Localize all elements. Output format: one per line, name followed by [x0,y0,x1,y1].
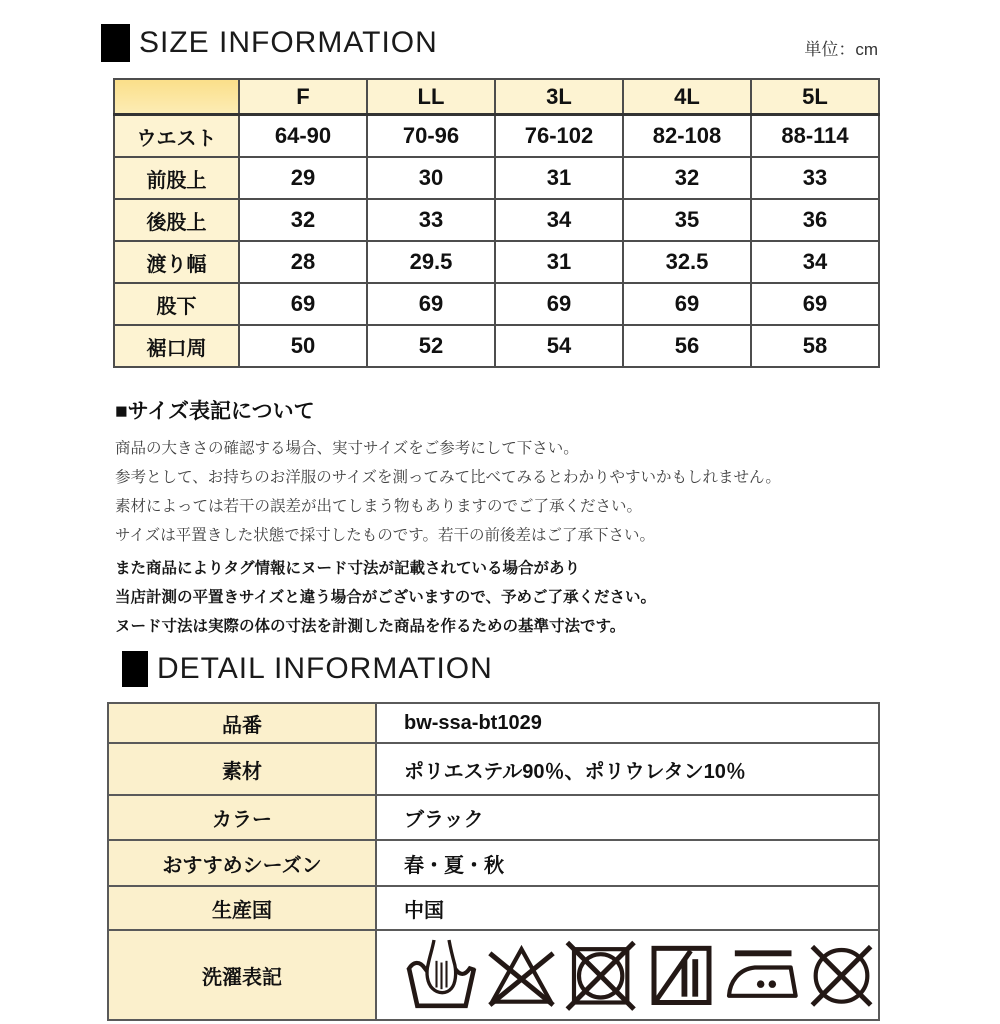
unit-label: 単位：cm [804,40,878,59]
row-label: 股下 [114,283,239,325]
detail-label: カラー [108,795,376,840]
size-cell: 29 [239,157,367,199]
size-section-header [101,24,438,62]
size-cell: 52 [367,325,495,367]
table-row [108,886,879,930]
note-paragraph [115,434,887,550]
table-row [108,840,879,886]
detail-value: 春・夏・秋 [376,840,879,886]
row-label: ウエスト [114,115,239,158]
size-cell: 34 [495,199,623,241]
drip-dry-in-shade-icon [644,935,719,1015]
size-cell: 76-102 [495,115,623,158]
size-cell: 70-96 [367,115,495,158]
table-row [114,325,879,367]
table-row [108,743,879,795]
size-table-corner-cell [114,79,239,115]
column-header: 4L [623,79,751,115]
size-cell: 35 [623,199,751,241]
size-table-header-row [114,79,879,115]
detail-value: bw-ssa-bt1029 [376,703,879,743]
size-section-title: SIZE INFORMATION [139,26,438,59]
note-line: 素材によっては若干の誤差が出てしまう物もありますのでご了承ください。 [115,498,643,515]
care-icons-row [404,935,878,1015]
size-cell: 88-114 [751,115,879,158]
size-cell: 69 [751,283,879,325]
size-cell: 54 [495,325,623,367]
table-row [114,283,879,325]
note-line: 参考として、お持ちのお洋服のサイズを測ってみて比べてみるとわかりやすいかもしれません。 [115,469,781,486]
size-cell: 56 [623,325,751,367]
detail-label: 素材 [108,743,376,795]
note-paragraph-bold [115,554,887,641]
row-label: 後股上 [114,199,239,241]
do-not-bleach-icon [484,935,559,1015]
column-header: F [239,79,367,115]
title-square-icon [101,24,130,62]
table-row [114,157,879,199]
size-cell: 69 [495,283,623,325]
detail-value: ポリエステル90％、ポリウレタン10％ [376,743,879,795]
table-row [114,115,879,158]
note-line: また商品によりタグ情報にヌード寸法が記載されている場合があり [115,560,581,577]
size-cell: 34 [751,241,879,283]
detail-value: ブラック [376,795,879,840]
detail-section-title: DETAIL INFORMATION [157,652,493,685]
detail-table [107,702,880,1021]
size-cell: 50 [239,325,367,367]
size-cell: 33 [751,157,879,199]
size-cell: 69 [367,283,495,325]
size-cell: 32 [239,199,367,241]
size-cell: 64-90 [239,115,367,158]
size-cell: 32 [623,157,751,199]
hand-wash-icon [404,935,479,1015]
size-cell: 29.5 [367,241,495,283]
care-icons-cell [376,930,879,1020]
table-row [108,930,879,1020]
size-header-row [101,24,878,62]
size-cell: 28 [239,241,367,283]
note-line: サイズは平置きした状態で採寸したものです。若干の前後差はご了承下さい。 [115,527,656,544]
detail-label: おすすめシーズン [108,840,376,886]
table-row [114,199,879,241]
do-not-dry-clean-icon [804,935,879,1015]
title-square-icon [122,651,148,687]
table-row [114,241,879,283]
size-cell: 69 [623,283,751,325]
table-row [108,795,879,840]
detail-value: 中国 [376,886,879,930]
table-row [108,703,879,743]
size-cell: 31 [495,157,623,199]
column-header: 3L [495,79,623,115]
detail-label: 生産国 [108,886,376,930]
column-header: LL [367,79,495,115]
detail-section-header [122,651,1000,687]
iron-medium-icon [724,935,799,1015]
size-cell: 36 [751,199,879,241]
size-cell: 69 [239,283,367,325]
size-cell: 31 [495,241,623,283]
note-line: 当店計測の平置きサイズと違う場合がございますので、予めご了承ください。 [115,589,656,606]
do-not-tumble-dry-icon [564,935,639,1015]
detail-label: 品番 [108,703,376,743]
size-cell: 82-108 [623,115,751,158]
size-cell: 58 [751,325,879,367]
size-cell: 33 [367,199,495,241]
note-heading: ■サイズ表記について [115,400,315,423]
size-note-section [115,395,887,641]
size-cell: 32.5 [623,241,751,283]
size-table [113,78,880,368]
row-label: 裾口周 [114,325,239,367]
row-label: 渡り幅 [114,241,239,283]
note-line: ヌード寸法は実際の体の寸法を計測した商品を作るための基準寸法です。 [115,618,626,635]
note-line: 商品の大きさの確認する場合、実寸サイズをご参考にして下さい。 [115,440,579,457]
size-cell: 30 [367,157,495,199]
row-label: 前股上 [114,157,239,199]
detail-label: 洗濯表記 [108,930,376,1020]
column-header: 5L [751,79,879,115]
